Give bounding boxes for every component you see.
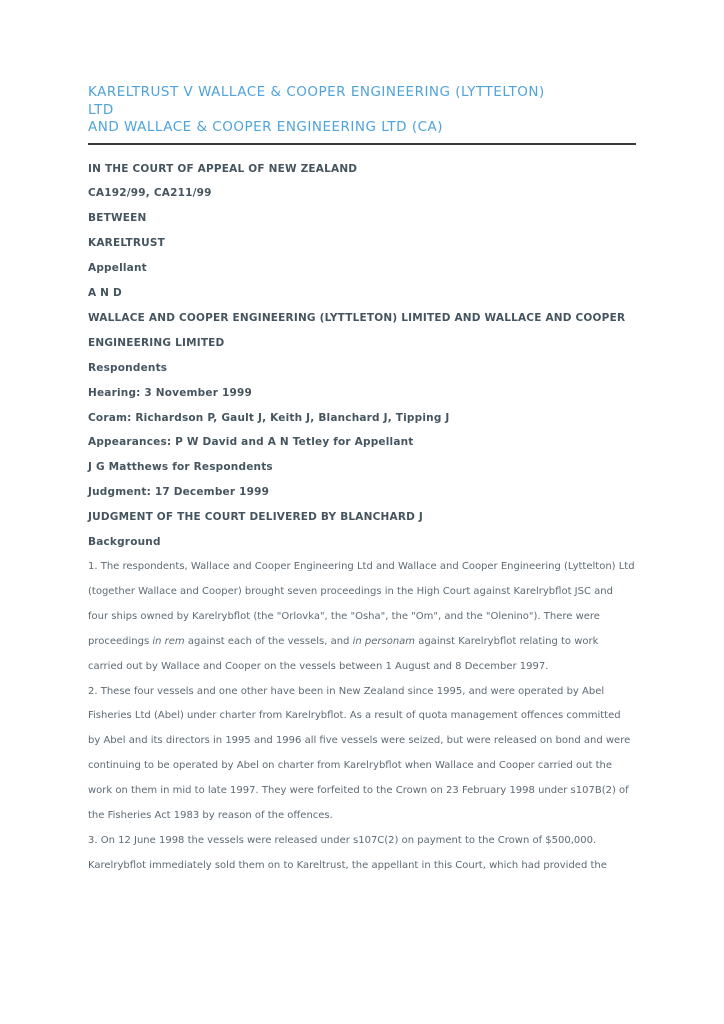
paragraph-text: 3. On 12 June 1998 the vessels were released under s107C(2) on payment to the Crown of $500,000. Karelrybflot immediately sold them on to Kareltrust, the appellant in this Court, which had provided the [88, 834, 607, 871]
case-title-line: KARELTRUST V WALLACE & COOPER ENGINEERING (LYTTELTON) [88, 84, 545, 100]
title-divider [88, 143, 636, 145]
case-header-line: Appearances: P W David and A N Tetley for Appellant [88, 436, 414, 449]
paragraph-text: against each of the vessels, and [184, 635, 353, 647]
case-header-line: WALLACE AND COOPER ENGINEERING (LYTTLETON) LIMITED AND WALLACE AND COOPER [88, 311, 626, 324]
judgment-document [88, 84, 636, 879]
case-title-line: LTD [88, 101, 114, 118]
case-header-line: Hearing: 3 November 1999 [88, 386, 252, 399]
latin-phrase-italic: in personam [352, 635, 416, 647]
case-header-line: JUDGMENT OF THE COURT DELIVERED BY BLANCHARD J [88, 511, 424, 524]
judgment-body [88, 555, 636, 879]
case-header-line: CA192/99, CA211/99 [88, 187, 212, 200]
case-title [88, 84, 636, 137]
case-title-line: AND WALLACE & COOPER ENGINEERING LTD (CA) [88, 119, 444, 135]
case-header-line: Judgment: 17 December 1999 [88, 486, 270, 499]
case-header-line: KARELTRUST [88, 237, 165, 250]
case-header-line: Background [88, 536, 161, 549]
paragraph-text: 1. The respondents, Wallace and Cooper Engineering Ltd and Wallace and Cooper Engineering (Lyttelton) Ltd (together Wallace and Cooper) brought seven proceedings in the High Court against Karelrybflot JSC and four ships owned by Karelrybflot (the "Orlovka", the "Osha", the "Om", and the "Olenino"). There were proceedings [88, 561, 635, 647]
case-header-line: J G Matthews for Respondents [88, 461, 273, 474]
case-header [88, 157, 636, 556]
case-header-line: IN THE COURT OF APPEAL OF NEW ZEALAND [88, 162, 358, 175]
latin-phrase-italic: in rem [152, 635, 185, 647]
case-header-line: ENGINEERING LIMITED [88, 336, 225, 349]
case-header-line: Coram: Richardson P, Gault J, Keith J, Blanchard J, Tipping J [88, 411, 450, 424]
case-header-line: Respondents [88, 361, 168, 374]
case-header-line: BETWEEN [88, 212, 147, 225]
paragraph-text: against Karelrybflot relating to work carried out by Wallace and Cooper on the vessels between 1 August and 8 December 1997. [88, 635, 599, 672]
paragraph-text: 2. These four vessels and one other have been in New Zealand since 1995, and were operated by Abel Fisheries Ltd (Abel) under charter from Karelrybflot. As a result of quota management offences committed by Abel and its directors in 1995 and 1996 all five vessels were seized, but were released on bond and were continuing to be operated by Abel on charter from Karelrybflot when Wallace and Cooper carried out the work on them in mid to late 1997. They were forfeited to the Crown on 23 February 1998 under s107B(2) of the Fisheries Act 1983 by reason of the offences. [88, 685, 631, 822]
paragraph [88, 680, 636, 829]
paragraph [88, 555, 636, 680]
case-header-line: Appellant [88, 262, 147, 275]
paragraph [88, 829, 636, 879]
case-header-line: A N D [88, 287, 122, 300]
